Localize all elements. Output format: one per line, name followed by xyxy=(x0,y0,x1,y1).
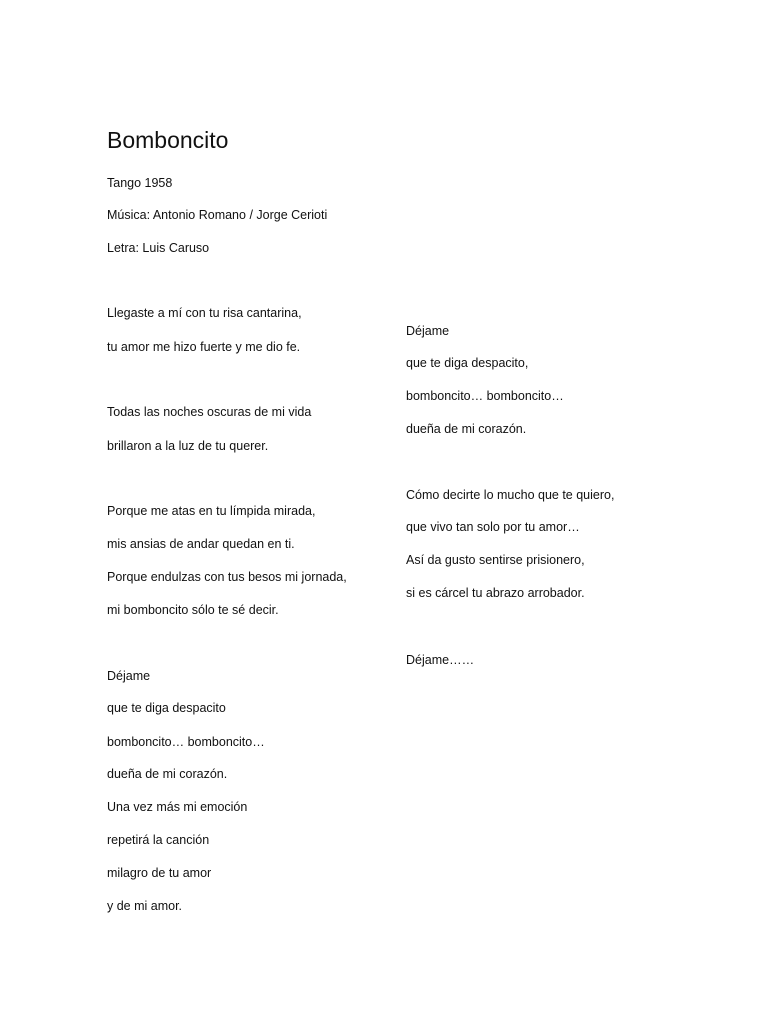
lyric-line: repetirá la canción xyxy=(107,833,210,847)
lyric-line: Llegaste a mí con tu risa cantarina, xyxy=(107,306,302,320)
lyric-line: Porque endulzas con tus besos mi jornada, xyxy=(107,570,347,584)
lyric-line: tu amor me hizo fuerte y me dio fe. xyxy=(107,340,301,354)
lyric-line: bomboncito… bomboncito… xyxy=(406,389,564,403)
lyric-line: brillaron a la luz de tu querer. xyxy=(107,439,269,453)
lyric-line: mi bomboncito sólo te sé decir. xyxy=(107,603,279,617)
lyric-line: Déjame xyxy=(107,669,151,683)
lyric-line: dueña de mi corazón. xyxy=(107,767,228,781)
lyric-line: Déjame xyxy=(406,324,450,338)
lyric-line: Porque me atas en tu límpida mirada, xyxy=(107,504,316,518)
lyric-line: que te diga despacito xyxy=(107,701,226,715)
music-credit: Música: Antonio Romano / Jorge Cerioti xyxy=(107,208,328,222)
lyric-line: y de mi amor. xyxy=(107,899,183,913)
lyric-line: Cómo decirte lo mucho que te quiero, xyxy=(406,488,615,502)
lyric-line: dueña de mi corazón. xyxy=(406,422,527,436)
lyric-line: que te diga despacito, xyxy=(406,356,529,370)
genre-line: Tango 1958 xyxy=(107,176,173,190)
lyric-line: Una vez más mi emoción xyxy=(107,800,248,814)
lyric-line: si es cárcel tu abrazo arrobador. xyxy=(406,586,585,600)
lyric-line: mis ansias de andar quedan en ti. xyxy=(107,537,295,551)
lyric-line: milagro de tu amor xyxy=(107,866,212,880)
lyric-line: Así da gusto sentirse prisionero, xyxy=(406,553,585,567)
lyric-line: Todas las noches oscuras de mi vida xyxy=(107,405,312,419)
lyric-line: que vivo tan solo por tu amor… xyxy=(406,520,580,534)
lyric-line: Déjame…… xyxy=(406,653,475,667)
lyrics-credit: Letra: Luis Caruso xyxy=(107,241,210,255)
document-title: Bomboncito xyxy=(107,127,229,153)
lyric-line: bomboncito… bomboncito… xyxy=(107,735,265,749)
